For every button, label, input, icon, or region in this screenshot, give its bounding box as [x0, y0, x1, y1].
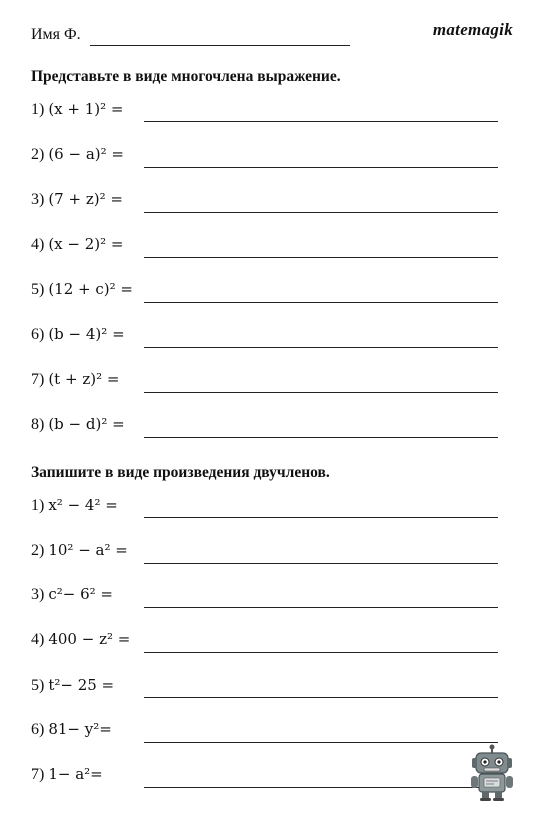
problem-number: 2): [31, 542, 45, 559]
problem-expression: (x − 2)² =: [48, 235, 124, 253]
problem-1-3: [31, 190, 123, 209]
problem-1-8: [31, 415, 125, 434]
answer-line[interactable]: [144, 517, 498, 518]
problem-number: 5): [31, 677, 45, 694]
name-field[interactable]: [90, 45, 350, 46]
problem-number: 3): [31, 191, 45, 208]
brand-logo: matemagik: [432, 20, 513, 39]
problem-number: 4): [31, 236, 45, 253]
answer-line[interactable]: [144, 742, 498, 743]
problem-number: 5): [31, 281, 45, 298]
answer-line[interactable]: [144, 167, 498, 168]
problem-expression: (7 + z)² =: [48, 190, 123, 208]
problem-2-4: [31, 630, 130, 649]
problem-expression: (6 − a)² =: [48, 145, 124, 163]
problem-2-5: [31, 676, 114, 695]
problem-number: 2): [31, 146, 45, 163]
problem-expression: 10² − a² =: [48, 541, 128, 559]
problem-2-2: [31, 541, 128, 560]
name-label: Имя Ф.: [31, 26, 81, 43]
answer-line[interactable]: [144, 392, 498, 393]
answer-line[interactable]: [144, 652, 498, 653]
problem-expression: (12 + c)² =: [48, 280, 133, 298]
answer-line[interactable]: [144, 787, 498, 788]
problem-2-6: [31, 720, 112, 739]
problem-1-5: [31, 280, 133, 299]
problem-number: 8): [31, 416, 45, 433]
problem-expression: (x + 1)² =: [48, 100, 124, 118]
problem-2-1: [31, 496, 118, 515]
problem-number: 1): [31, 101, 45, 118]
answer-line[interactable]: [144, 607, 498, 608]
problem-expression: x² − 4² =: [48, 496, 118, 514]
section1-title: Представьте в виде многочлена выражение.: [31, 68, 341, 85]
problem-expression: 1− a²=: [48, 765, 103, 783]
answer-line[interactable]: [144, 121, 498, 122]
problem-number: 7): [31, 371, 45, 388]
section2-title: Запишите в виде произведения двучленов.: [31, 464, 330, 481]
problem-expression: t²− 25 =: [48, 676, 115, 694]
problem-2-3: [31, 585, 113, 604]
answer-line[interactable]: [144, 697, 498, 698]
answer-line[interactable]: [144, 302, 498, 303]
problem-1-7: [31, 370, 119, 389]
problem-number: 6): [31, 326, 45, 343]
problem-expression: 81− y²=: [48, 720, 112, 738]
answer-line[interactable]: [144, 347, 498, 348]
problem-expression: (t + z)² =: [48, 370, 120, 388]
problem-expression: (b − d)² =: [48, 415, 125, 433]
problem-1-1: [31, 100, 124, 119]
problem-2-7: [31, 765, 103, 784]
problem-1-6: [31, 325, 125, 344]
robot-icon: [466, 744, 518, 802]
problem-expression: 400 − z² =: [48, 630, 131, 648]
problem-number: 4): [31, 631, 45, 648]
answer-line[interactable]: [144, 212, 498, 213]
problem-number: 1): [31, 497, 45, 514]
answer-line[interactable]: [144, 257, 498, 258]
problem-expression: c²− 6² =: [48, 585, 113, 603]
problem-1-4: [31, 235, 124, 254]
problem-number: 6): [31, 721, 45, 738]
answer-line[interactable]: [144, 563, 498, 564]
problem-number: 7): [31, 766, 45, 783]
problem-1-2: [31, 145, 124, 164]
problem-expression: (b − 4)² =: [48, 325, 125, 343]
answer-line[interactable]: [144, 437, 498, 438]
problem-number: 3): [31, 586, 45, 603]
